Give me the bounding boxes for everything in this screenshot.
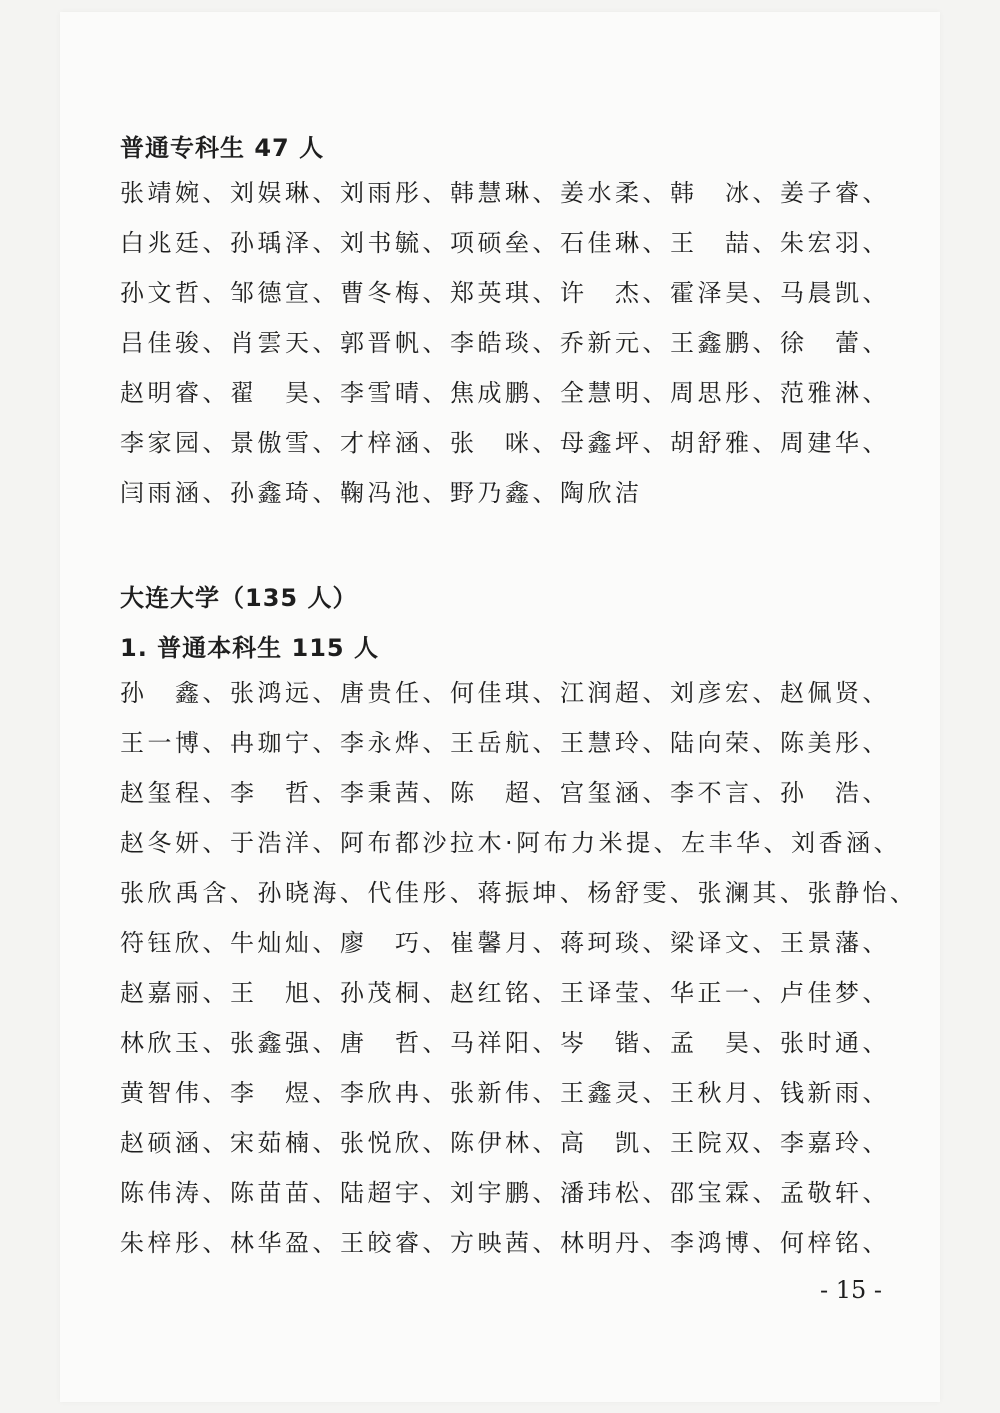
name-line: 符钰欣、牛灿灿、廖 巧、崔馨月、蒋珂琰、梁译文、王景藩、 <box>120 929 890 957</box>
name-list-junior-college <box>120 168 890 518</box>
subsection-heading-undergraduate: 1. 普通本科生 115 人 <box>120 634 379 662</box>
section-heading-dalian-university: 大连大学（135 人） <box>120 584 358 612</box>
name-list-undergraduate <box>120 668 918 1268</box>
name-line: 赵嘉丽、王 旭、孙茂桐、赵红铭、王译莹、华正一、卢佳梦、 <box>120 979 890 1007</box>
name-line: 吕佳骏、肖雲天、郭晋帆、李皓琰、乔新元、王鑫鹏、徐 蕾、 <box>120 329 890 357</box>
name-line: 赵玺程、李 哲、李秉茜、陈 超、宫玺涵、李不言、孙 浩、 <box>120 779 890 807</box>
name-line: 赵硕涵、宋茹楠、张悦欣、陈伊林、高 凯、王院双、李嘉玲、 <box>120 1129 890 1157</box>
name-line: 赵冬妍、于浩洋、阿布都沙拉木·阿布力米提、左丰华、刘香涵、 <box>120 829 902 857</box>
name-line: 王一博、冉珈宁、李永烨、王岳航、王慧玲、陆向荣、陈美彤、 <box>120 729 890 757</box>
name-line: 闫雨涵、孙鑫琦、鞠冯池、野乃鑫、陶欣洁 <box>120 479 643 507</box>
name-line: 赵明睿、翟 昊、李雪晴、焦成鹏、全慧明、周思彤、范雅淋、 <box>120 379 890 407</box>
name-line: 陈伟涛、陈苗苗、陆超宇、刘宇鹏、潘玮松、邵宝霖、孟敬轩、 <box>120 1179 890 1207</box>
name-line: 林欣玉、张鑫强、唐 哲、马祥阳、岑 锴、孟 昊、张时通、 <box>120 1029 890 1057</box>
name-line: 孙文哲、邹德宣、曹冬梅、郑英琪、许 杰、霍泽昊、马晨凯、 <box>120 279 890 307</box>
name-line: 张欣禹含、孙晓海、代佳彤、蒋振坤、杨舒雯、张澜其、张静怡、 <box>120 879 918 907</box>
page-number: - 15 - <box>820 1276 883 1304</box>
name-line: 李家园、景傲雪、才梓涵、张 咪、母鑫坪、胡舒雅、周建华、 <box>120 429 890 457</box>
name-line: 朱梓彤、林华盈、王皎睿、方映茜、林明丹、李鸿博、何梓铭、 <box>120 1229 890 1257</box>
section-heading-junior-college: 普通专科生 47 人 <box>120 134 325 162</box>
name-line: 张靖婉、刘娱琳、刘雨彤、韩慧琳、姜水柔、韩 冰、姜子睿、 <box>120 179 890 207</box>
name-line: 白兆廷、孙瑀泽、刘书毓、项硕垒、石佳琳、王 喆、朱宏羽、 <box>120 229 890 257</box>
name-line: 黄智伟、李 煜、李欣冉、张新伟、王鑫灵、王秋月、钱新雨、 <box>120 1079 890 1107</box>
name-line: 孙 鑫、张鸿远、唐贵任、何佳琪、江润超、刘彦宏、赵佩贤、 <box>120 679 890 707</box>
